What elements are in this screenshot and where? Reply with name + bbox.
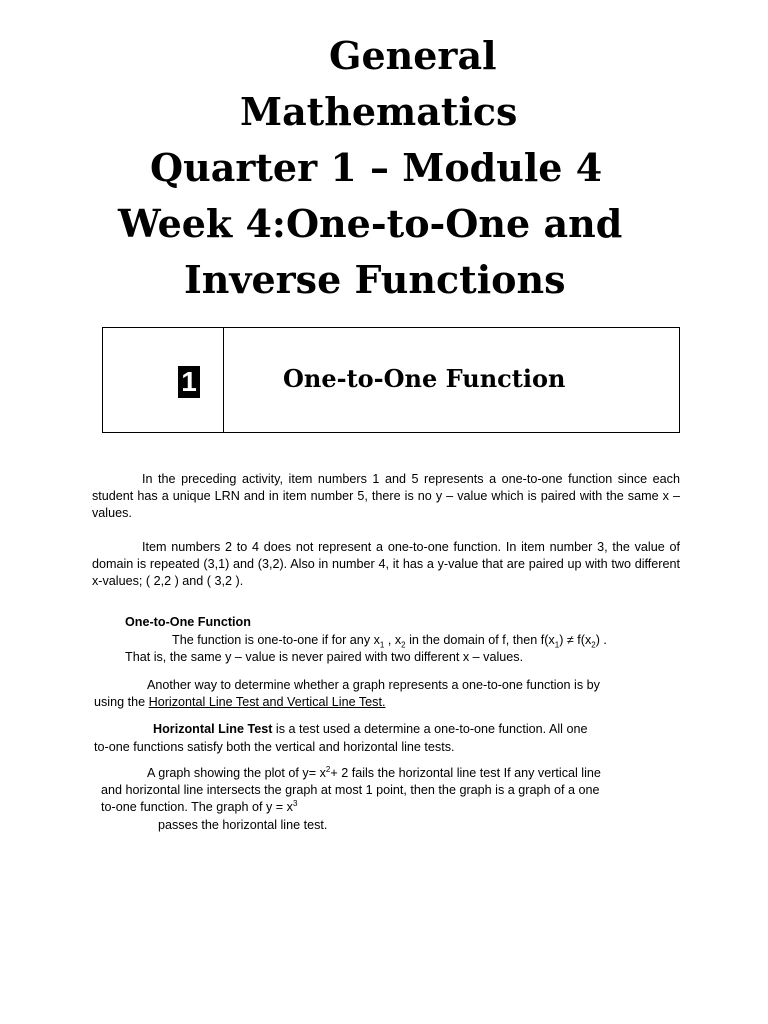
- paragraph-item-numbers: Item numbers 2 to 4 does not represent a one-to-one function. In item number 3, the value of domain is repeated (3,1) and (3,2). Also in number 4, it has a y-value that are paired up with two different x-values; ( 2,2 ) and ( 3,2 ).: [92, 540, 680, 588]
- definition-text: ) .: [595, 633, 607, 647]
- definition-line-2: That is, the same y – value is never paired with two different x – values.: [125, 650, 524, 664]
- hlt-term: Horizontal Line Test: [153, 722, 273, 736]
- paragraph-preceding-activity: In the preceding activity, item numbers 1 and 5 represents a one-to-one function since each student has a unique LRN and in item number 5, there is no y – value which is paired with the same x – values.: [92, 472, 680, 520]
- subscript: 1: [554, 640, 560, 650]
- title-line-topic: Inverse Functions: [184, 257, 566, 302]
- subscript: 2: [591, 640, 596, 650]
- graph-text: to-one function. The graph of y = x: [101, 800, 293, 814]
- title-line-week: Week 4:One-to-One and: [118, 201, 623, 246]
- another-way-line-1: Another way to determine whether a graph represents a one-to-one function is by: [147, 678, 600, 692]
- another-way-text: using the: [94, 695, 149, 709]
- graph-text: A graph showing the plot of y= x: [147, 766, 326, 780]
- superscript: 2: [325, 764, 331, 774]
- definition-text: , x: [384, 633, 402, 647]
- hlt-text: is a test used a determine a one-to-one function. All one: [272, 722, 588, 736]
- definition-text: in the domain of f, then f(x: [405, 633, 555, 647]
- definition-text: The function is one-to-one if for any x: [172, 633, 380, 647]
- hlt-line-1: [153, 721, 587, 737]
- lesson-box-divider: [223, 328, 224, 432]
- definition-heading: One-to-One Function: [125, 615, 251, 629]
- title-line-subject: General: [329, 33, 497, 78]
- subscript: 1: [379, 640, 385, 650]
- definition-text: ) ≠ f(x: [559, 633, 592, 647]
- graph-text: + 2 fails the horizontal line test If any vertical line: [330, 766, 601, 780]
- title-line-quarter-module: Quarter 1 – Module 4: [150, 145, 603, 190]
- graph-line-3: [101, 799, 297, 815]
- definition-line-1: [172, 632, 607, 648]
- graph-line-4: passes the horizontal line test.: [158, 818, 328, 832]
- another-way-line-2: [94, 694, 385, 710]
- lesson-title: One-to-One Function: [283, 364, 566, 393]
- lesson-header-box: [102, 327, 680, 433]
- subscript: 2: [401, 640, 406, 650]
- superscript: 3: [292, 798, 298, 808]
- line-tests-reference: Horizontal Line Test and Vertical Line Test.: [148, 695, 386, 709]
- lesson-number-badge: 1: [178, 366, 200, 398]
- hlt-line-2: to-one functions satisfy both the vertical and horizontal line tests.: [94, 740, 455, 754]
- title-line-subject-2: Mathematics: [240, 89, 518, 134]
- graph-line-2: and horizontal line intersects the graph at most 1 point, then the graph is a graph of a one: [101, 783, 600, 797]
- graph-line-1: [147, 765, 601, 781]
